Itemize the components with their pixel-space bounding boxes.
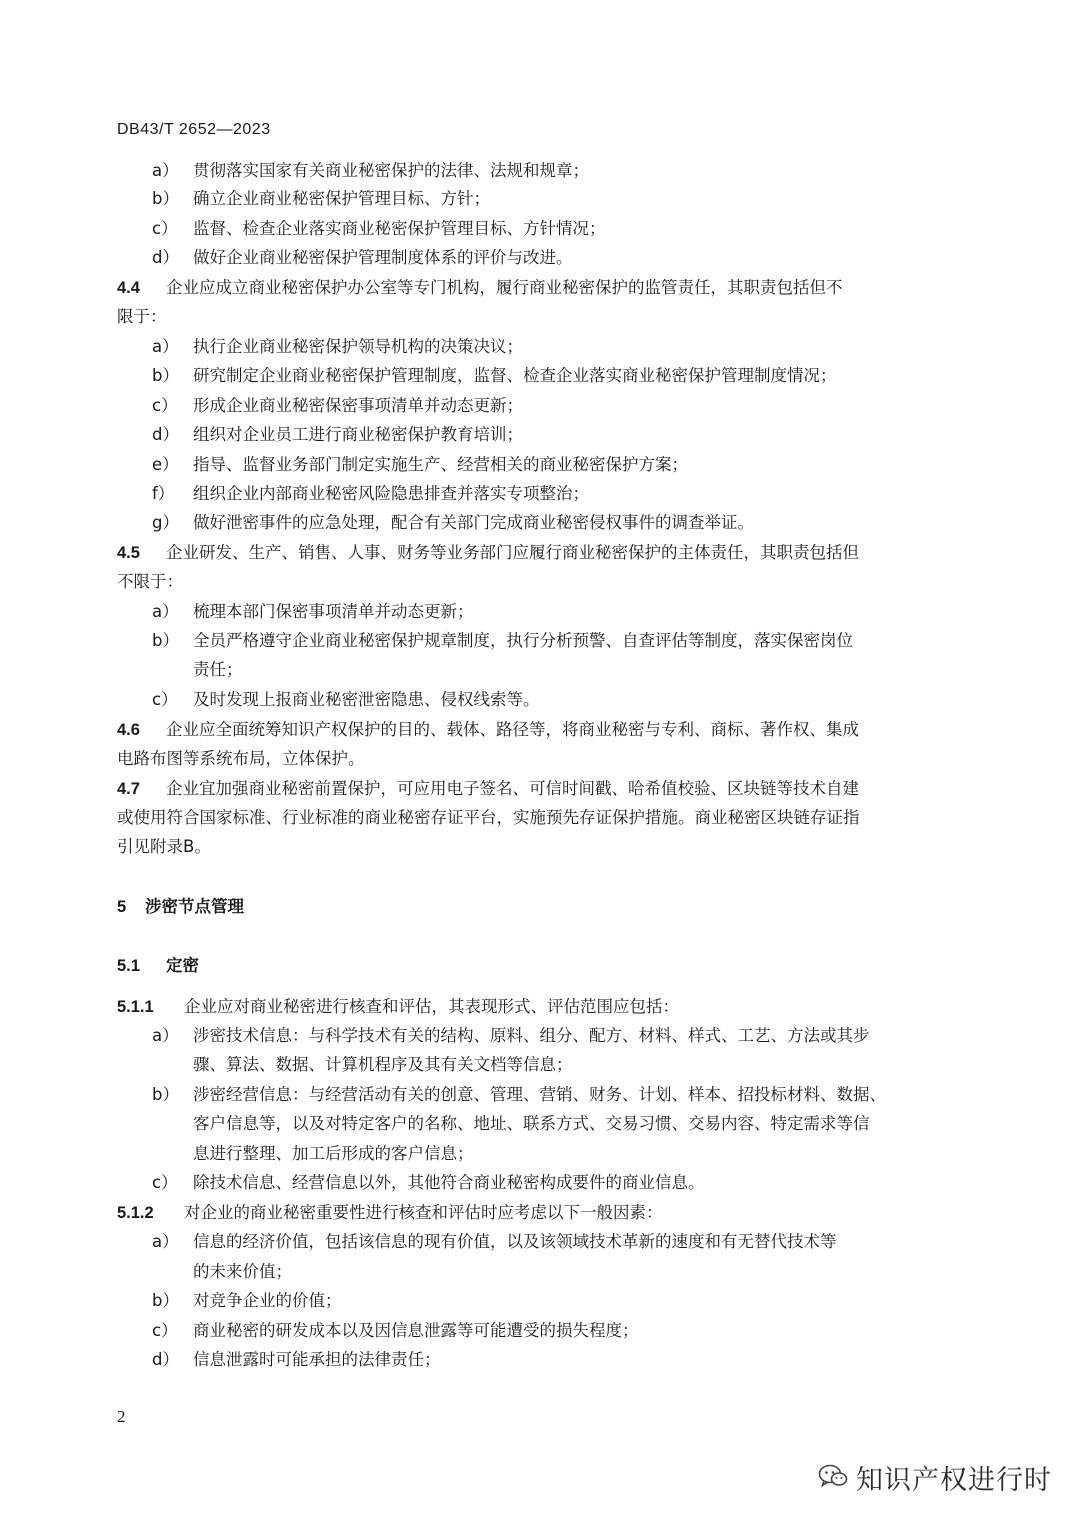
clause-text: 限于： (117, 307, 167, 326)
page-number: 2 (117, 1407, 126, 1426)
list-text: 信息泄露时可能承担的法律责任； (193, 1350, 441, 1369)
section-title: 涉密节点管理 (145, 897, 244, 916)
section-title: 定密 (166, 956, 199, 975)
list-text: 涉密技术信息：与科学技术有关的结构、原料、组分、配方、材料、样式、工艺、方法或其步 (193, 1026, 870, 1045)
list-label: a） (152, 602, 179, 621)
wechat-icon (818, 1463, 848, 1493)
clause-text: 不限于： (117, 572, 183, 591)
list-label: c） (152, 1321, 178, 1340)
clause-text: 企业研发、生产、销售、人事、财务等业务部门应履行商业秘密保护的主体责任，其职责包括但 (166, 543, 859, 562)
clause-text: 对企业的商业秘密重要性进行核查和评估时应考虑以下一般因素： (184, 1203, 663, 1222)
list-label: b） (152, 631, 179, 650)
clause-number: 5.1.1 (117, 998, 154, 1016)
list-text: 信息的经济价值，包括该信息的现有价值，以及该领域技术革新的速度和有无替代技术等 (193, 1232, 837, 1251)
list-label: a） (152, 1232, 179, 1251)
section-number: 5 (117, 898, 127, 916)
clause-number: 4.5 (117, 544, 140, 562)
list-text: 梳理本部门保密事项清单并动态更新； (193, 602, 474, 621)
section-number: 5.1 (117, 957, 140, 975)
list-text: 除技术信息、经营信息以外，其他符合商业秘密构成要件的商业信息。 (193, 1173, 705, 1192)
clause-number: 4.4 (117, 279, 140, 297)
clause-text: 电路布图等系统布局，立体保护。 (117, 749, 365, 768)
list-text: 息进行整理、加工后形成的客户信息； (193, 1144, 474, 1163)
list-text: 全员严格遵守企业商业秘密保护规章制度，执行分析预警、自查评估等制度，落实保密岗位 (193, 631, 853, 650)
watermark-text: 知识产权进行时 (856, 1465, 1052, 1496)
document-id-header: DB43/T 2652—2023 (117, 121, 271, 138)
clause-number: 4.7 (117, 780, 140, 798)
list-text: 涉密经营信息：与经营活动有关的创意、管理、营销、财务、计划、样本、招投标材料、数据、 (193, 1085, 886, 1104)
list-label: b） (152, 1085, 179, 1104)
list-label: c） (152, 690, 178, 709)
list-text: 商业秘密的研发成本以及因信息泄露等可能遭受的损失程度； (193, 1321, 639, 1340)
list-text: 骤、算法、数据、计算机程序及其有关文档等信息； (193, 1055, 573, 1074)
list-label: b） (152, 1291, 179, 1310)
list-label: c） (152, 1173, 178, 1192)
list-text: 对竞争企业的价值； (193, 1291, 342, 1310)
watermark (818, 1458, 1052, 1497)
clause-text: 或使用符合国家标准、行业标准的商业秘密存证平台，实施预先存证保护措施。商业秘密区块链存证指 (117, 808, 860, 827)
clause-text: 企业应对商业秘密进行核查和评估，其表现形式、评估范围应包括： (184, 997, 679, 1016)
clause-number: 5.1.2 (117, 1204, 154, 1222)
document-page: DB43/T 2652—2023 a） 贯彻落实国家有关商业秘密保护的法律、法规和规章； b） 确立企业商业秘密保护管理目标、方针； c） 监督、检查企业落实商业秘密保护管理目标、方针情况； d） 做好企业商业秘密保护管理制度体系的评价与改进。 4.4 企业应成立商业秘密保护办公室等专门机构，履行商业秘密保护的监管责任，其职责包括但不 限于： a） 执行企业商业秘密保护领导机构的决策决议； b） 研究制定企业商业秘密保护管理制度，监督、检查企业落实商业秘密保护管理制度情况； c） 形成企业商业秘密保密事项清单并动态更新； d） 组织对企业员工进行商业秘密保护教育培训； e） 指导、监督业务部门制定实施生产、经营相关的商业秘密保护方案； f） 组织企业内部商业秘密风险隐患排查并落实专项整治； g） 做好泄密事件的应急处理，配合有关部门完成商业秘密侵权事件的调查举证。 4.5 企业研发、生产、销售、人事、财务等业务部门应履行商业秘密保护的主体责任，其职责包括但 不限于： a） 梳理本部门保密事项清单并动态更新； b） 全员严格遵守企业商业秘密保护规章制度，执行分析预警、自查评估等制度，落实保密岗位 责任； c） 及时发现上报商业秘密泄密隐患、侵权线索等。 4.6 企业应全面统筹知识产权保护的目的、载体、路径等，将商业秘密与专利、商标、著作权、集成 电路布图等系统布局，立体保护。 4.7 企业宜加强商业秘密前置保护，可应用电子签名、可信时间戳、哈希值校验、区块链等技术自建 或使用符合国家标准、行业标准的商业秘密存证平台，实施预先存证保护措施。商业秘密区块链存证指 引见附录B。 5 涉密节点管理 5.1 定密 5.1.1 企业应对商业秘密进行核查和评估，其表现形式、评估范围应包括： a） 涉密技术信息：与科学技术有关的结构、原料、组分、配方、材料、样式、工艺、方法或其步 骤、算法、数据、计算机程序及其有关文档等信息； b） 涉密经营信息：与经营活动有关的创意、管理、营销、财务、计划、样本、招投标材料、数据、 客户信息等，以及对特定客户的名称、地址、联系方式、交易习惯、交易内容、特定需求等信 息进行整理、加工后形成的客户信息； c） 除技术信息、经营信息以外，其他符合商业秘密构成要件的商业信息。 5.1.2 对企业的商业秘密重要性进行核查和评估时应考虑以下一般因素： a） 信息的经济价值，包括该信息的现有价值，以及该领域技术革新的速度和有无替代技术等 的未来价值； b） 对竞争企业的价值； c） 商业秘密的研发成本以及因信息泄露等可能遭受的损失程度； d） 信息泄露时可能承担的法律责任； 2 知识产权进行时 (117, 121, 1052, 1496)
list-label: a） (152, 1026, 179, 1045)
list-text: 的未来价值； (193, 1262, 292, 1281)
list-text: 责任； (193, 660, 243, 679)
list-label: d） (152, 1350, 179, 1369)
clause-text: 企业应成立商业秘密保护办公室等专门机构，履行商业秘密保护的监管责任，其职责包括但不 (166, 278, 843, 297)
list-text: 客户信息等，以及对特定客户的名称、地址、联系方式、交易习惯、交易内容、特定需求等信 (193, 1114, 870, 1133)
clause-number: 4.6 (117, 721, 140, 739)
list-text: 及时发现上报商业秘密泄密隐患、侵权线索等。 (193, 690, 540, 709)
clause-text: 企业宜加强商业秘密前置保护，可应用电子签名、可信时间戳、哈希值校验、区块链等技术自建 (166, 779, 859, 798)
clause-text: 引见附录B。 (117, 837, 211, 856)
clause-text: 企业应全面统筹知识产权保护的目的、载体、路径等，将商业秘密与专利、商标、著作权、集成 (166, 720, 859, 739)
